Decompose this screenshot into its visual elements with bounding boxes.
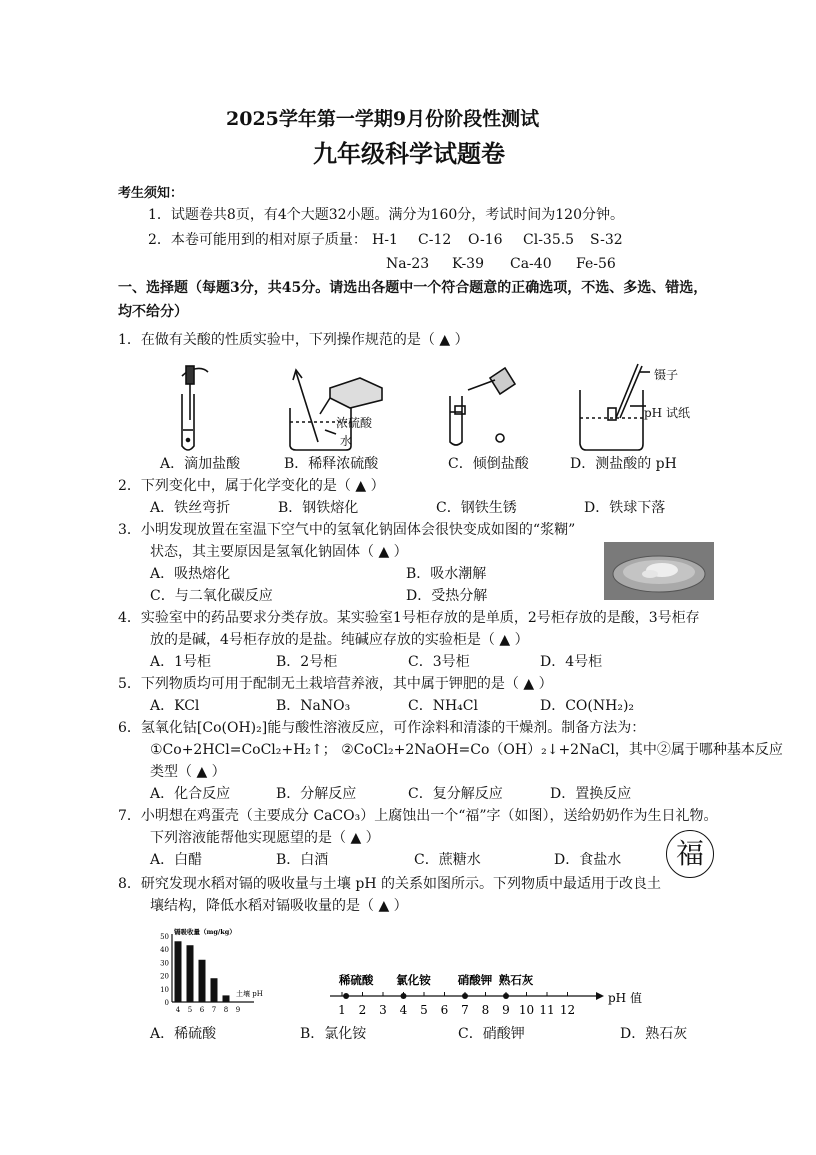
dilute-acid-illustration	[290, 370, 382, 450]
q3-option-b[interactable]: B．吸水潮解	[406, 566, 487, 582]
q4-option-d[interactable]: D．4号柜	[540, 654, 603, 670]
x-tick-label: 9	[235, 1006, 241, 1014]
section-heading-cont: 均不给分）	[118, 304, 188, 320]
question-4-stem-cont: 放的是碱，4号柜存放的是盐。纯碱应存放的实验柜是（ ▲ ）	[150, 632, 529, 648]
q5-option-b[interactable]: B．NaNO₃	[276, 698, 351, 714]
q2-option-c[interactable]: C．钢铁生锈	[436, 500, 517, 516]
q7-option-a[interactable]: A．白醋	[150, 852, 203, 868]
pouring-illustration	[450, 368, 515, 445]
x-tick-label: 7	[211, 1006, 217, 1014]
q2-option-b[interactable]: B．钢铁熔化	[278, 500, 359, 516]
q2-option-d[interactable]: D．铁球下落	[584, 500, 666, 516]
axis-label: pH 值	[608, 991, 642, 1005]
q3-option-a[interactable]: A．吸热熔化	[150, 566, 231, 582]
q5-option-d[interactable]: D．CO(NH₂)₂	[540, 698, 635, 714]
sodium-hydroxide-photo	[604, 542, 714, 600]
bar	[211, 978, 218, 1002]
y-tick-label: 10	[160, 985, 169, 994]
q6-option-d[interactable]: D．置换反应	[550, 786, 632, 802]
cadmium-bar-chart	[150, 926, 280, 1016]
bar	[223, 995, 230, 1002]
question-6-stem-equations: ①Co+2HCl=CoCl₂+H₂↑； ②CoCl₂+2NaOH=Co（OH）₂↓+2NaCl，其中②属于哪种基本反应	[150, 742, 783, 758]
point-marker	[462, 993, 468, 999]
q6-option-c[interactable]: C．复分解反应	[408, 786, 503, 802]
dropper-test-tube-illustration	[182, 366, 208, 450]
q4-option-c[interactable]: C．3号柜	[408, 654, 470, 670]
bar	[187, 945, 194, 1002]
label-concentrated-acid: 浓硫酸	[336, 416, 373, 430]
q1-option-c[interactable]: C．倾倒盐酸	[448, 456, 529, 472]
page-title: 2025学年第一学期9月份阶段性测试	[226, 108, 540, 130]
atomic-mass-c: C-12	[418, 232, 452, 248]
question-4-stem: 4．实验室中的药品要求分类存放。某实验室1号柜存放的是单质，2号柜存放的是酸，3号柜存	[118, 610, 700, 626]
q8-option-d[interactable]: D．熟石灰	[620, 1026, 688, 1042]
q8-option-c[interactable]: C．硝酸钾	[458, 1026, 525, 1042]
ph-test-illustration	[580, 364, 650, 450]
tick-label: 8	[481, 1003, 490, 1017]
section-heading: 一、选择题（每题3分，共45分。请选出各题中一个符合题意的正确选项，不选、多选、错选，	[118, 280, 708, 296]
question-6-stem-cont: 类型（ ▲ ）	[150, 764, 226, 780]
q8-option-a[interactable]: A．稀硫酸	[150, 1026, 217, 1042]
tick-label: 10	[518, 1003, 535, 1017]
question-3-stem-cont: 状态，其主要原因是氢氧化钠固体（ ▲ ）	[150, 544, 408, 560]
label-tweezers: 镊子	[654, 368, 679, 382]
question-2-stem: 2．下列变化中，属于化学变化的是（ ▲ ）	[118, 478, 385, 494]
point-marker	[401, 993, 407, 999]
y-tick-label: 30	[160, 959, 169, 968]
question-3-stem: 3．小明发现放置在室温下空气中的氢氧化钠固体会很快变成如图的“浆糊”	[118, 522, 576, 538]
q3-option-d[interactable]: D．受热分解	[406, 588, 488, 604]
q5-option-c[interactable]: C．NH₄Cl	[408, 698, 478, 714]
q6-option-a[interactable]: A．化合反应	[150, 786, 231, 802]
question-7-stem: 7．小明想在鸡蛋壳（主要成分 CaCO₃）上腐蚀出一个“福”字（如图），送给奶奶作为生日礼物。	[118, 808, 718, 824]
y-tick-label: 0	[164, 999, 169, 1007]
tick-label: 11	[539, 1003, 555, 1017]
q7-option-d[interactable]: D．食盐水	[554, 852, 622, 868]
point-label: 熟石灰	[498, 973, 534, 987]
x-axis-label: 土壤 pH	[236, 990, 263, 998]
y-tick-label: 50	[160, 933, 169, 941]
question-8-stem: 8．研究发现水稻对镉的吸收量与土壤 pH 的关系如图所示。下列物质中最适用于改良土	[118, 876, 661, 892]
q2-option-a[interactable]: A．铁丝弯折	[150, 500, 231, 516]
atomic-mass-na: Na-23	[386, 256, 430, 272]
ph-number-line	[320, 966, 680, 1026]
x-tick-label: 4	[175, 1006, 181, 1014]
q1-option-a[interactable]: A．滴加盐酸	[160, 456, 241, 472]
question-1-figure	[150, 358, 710, 458]
tick-label: 3	[379, 1003, 387, 1017]
bar	[175, 941, 182, 1002]
atomic-mass-k: K-39	[452, 256, 484, 272]
y-axis-label: 镉吸收量（mg/kg）	[174, 928, 236, 936]
notice-item-1: 1．试题卷共8页，有4个大题32小题。满分为160分，考试时间为120分钟。	[148, 207, 624, 223]
question-8-stem-cont: 壤结构，降低水稻对镉吸收量的是（ ▲ ）	[150, 898, 408, 914]
atomic-mass-cl: Cl-35.5	[523, 232, 575, 248]
q6-option-b[interactable]: B．分解反应	[276, 786, 357, 802]
point-label: 稀硫酸	[338, 973, 374, 987]
tick-label: 5	[420, 1003, 428, 1017]
tick-label: 2	[358, 1003, 367, 1017]
label-water: 水	[340, 434, 353, 448]
question-6-stem: 6．氢氧化钴[Co(OH)₂]能与酸性溶液反应，可作涂料和清漆的干燥剂。制备方法为：	[118, 720, 646, 736]
q4-option-a[interactable]: A．1号柜	[150, 654, 212, 670]
point-marker	[503, 993, 509, 999]
x-tick-label: 6	[199, 1006, 205, 1014]
tick-label: 7	[461, 1003, 469, 1017]
q7-option-b[interactable]: B．白酒	[276, 852, 329, 868]
point-label: 氯化铵	[396, 973, 431, 987]
tick-label: 9	[502, 1003, 510, 1017]
q1-option-b[interactable]: B．稀释浓硫酸	[284, 456, 379, 472]
q8-option-b[interactable]: B．氯化铵	[300, 1026, 367, 1042]
y-tick-label: 20	[160, 972, 169, 981]
label-ph-paper: pH 试纸	[644, 406, 690, 420]
tick-label: 1	[338, 1003, 346, 1017]
x-tick-label: 8	[223, 1006, 229, 1014]
q4-option-b[interactable]: B．2号柜	[276, 654, 338, 670]
q7-option-c[interactable]: C．蔗糖水	[414, 852, 481, 868]
notice-item-2: 2．本卷可能用到的相对原子质量：	[148, 232, 367, 248]
tick-label: 4	[399, 1003, 408, 1017]
point-marker	[343, 993, 349, 999]
atomic-mass-s: S-32	[590, 232, 623, 248]
number-line-arrow	[596, 992, 604, 1000]
page-subtitle: 九年级科学试题卷	[313, 139, 505, 168]
atomic-mass-fe: Fe-56	[576, 256, 616, 272]
atomic-mass-ca: Ca-40	[510, 256, 552, 272]
bar	[199, 960, 206, 1002]
point-label: 硝酸钾	[457, 973, 493, 987]
notice-heading: 考生须知：	[118, 186, 184, 201]
q5-option-a[interactable]: A．KCl	[150, 698, 200, 714]
tick-label: 6	[440, 1003, 449, 1017]
q1-option-d[interactable]: D．测盐酸的 pH	[570, 456, 677, 472]
atomic-mass-h: H-1	[372, 232, 398, 248]
question-1-stem: 1．在做有关酸的性质实验中，下列操作规范的是（ ▲ ）	[118, 332, 469, 348]
x-tick-label: 5	[187, 1006, 193, 1014]
question-7-stem-cont: 下列溶液能帮他实现愿望的是（ ▲ ）	[150, 830, 380, 846]
question-5-stem: 5．下列物质均可用于配制无土栽培营养液，其中属于钾肥的是（ ▲ ）	[118, 676, 553, 692]
y-tick-label: 40	[160, 946, 169, 955]
fu-character-figure: 福	[666, 830, 714, 878]
q3-option-c[interactable]: C．与二氧化碳反应	[150, 588, 273, 604]
atomic-mass-o: O-16	[468, 232, 503, 248]
tick-label: 12	[559, 1003, 576, 1017]
